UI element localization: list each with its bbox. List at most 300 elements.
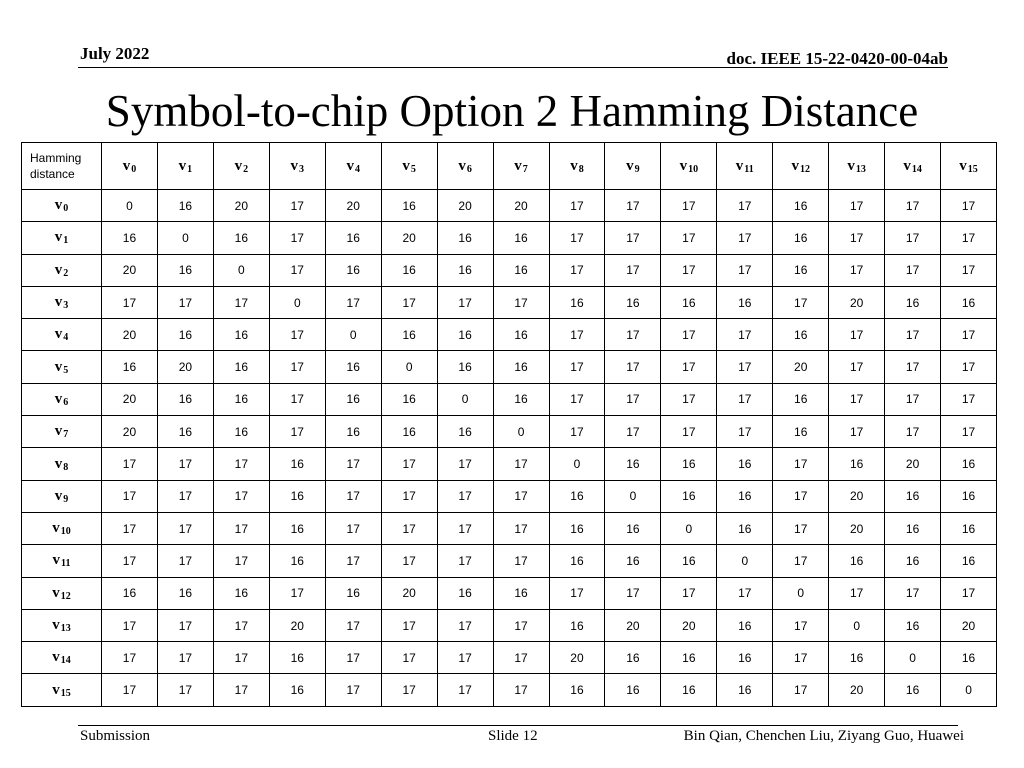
distance-cell: 17 bbox=[661, 254, 717, 286]
distance-cell: 17 bbox=[437, 286, 493, 318]
header-doc-id: doc. IEEE 15-22-0420-00-04ab bbox=[726, 49, 948, 68]
distance-cell: 17 bbox=[829, 351, 885, 383]
distance-cell: 17 bbox=[381, 448, 437, 480]
column-header-symbol: v bbox=[791, 157, 799, 174]
row-header-symbol: v bbox=[52, 584, 60, 601]
row-header-symbol: v bbox=[54, 487, 63, 504]
distance-cell: 16 bbox=[269, 512, 325, 544]
column-header-index: 9 bbox=[634, 163, 640, 175]
distance-cell: 16 bbox=[157, 319, 213, 351]
distance-cell: 17 bbox=[325, 480, 381, 512]
column-header-symbol: v bbox=[570, 157, 578, 174]
row-header-v4 bbox=[22, 319, 102, 351]
table-container bbox=[21, 142, 997, 707]
distance-cell: 17 bbox=[941, 577, 997, 609]
distance-cell: 17 bbox=[381, 480, 437, 512]
distance-cell: 17 bbox=[773, 674, 829, 706]
footer-submission: Submission bbox=[80, 728, 151, 744]
distance-cell: 16 bbox=[885, 674, 941, 706]
distance-cell: 0 bbox=[325, 319, 381, 351]
distance-cell: 17 bbox=[102, 480, 158, 512]
row-header-symbol: v bbox=[52, 552, 61, 569]
distance-cell: 17 bbox=[549, 222, 605, 254]
table-row bbox=[22, 254, 997, 286]
distance-cell: 17 bbox=[213, 286, 269, 318]
distance-cell: 17 bbox=[213, 674, 269, 706]
table-row bbox=[22, 674, 997, 706]
row-header-index: 3 bbox=[63, 300, 69, 312]
distance-cell: 17 bbox=[941, 190, 997, 222]
column-header-v3 bbox=[269, 143, 325, 190]
header-divider bbox=[78, 67, 948, 68]
column-header-v13 bbox=[829, 143, 885, 190]
distance-cell: 17 bbox=[157, 286, 213, 318]
column-header-symbol: v bbox=[234, 157, 243, 174]
column-header-index: 1 bbox=[187, 163, 193, 175]
distance-cell: 17 bbox=[102, 286, 158, 318]
distance-cell: 17 bbox=[269, 222, 325, 254]
distance-cell: 17 bbox=[605, 190, 661, 222]
row-header-v14 bbox=[22, 642, 102, 674]
distance-cell: 17 bbox=[269, 254, 325, 286]
table-row bbox=[22, 319, 997, 351]
distance-cell: 17 bbox=[381, 642, 437, 674]
distance-cell: 16 bbox=[717, 512, 773, 544]
column-header-v14 bbox=[885, 143, 941, 190]
table-row bbox=[22, 351, 997, 383]
distance-cell: 17 bbox=[717, 416, 773, 448]
table-row bbox=[22, 416, 997, 448]
distance-cell: 20 bbox=[102, 383, 158, 415]
distance-cell: 16 bbox=[437, 254, 493, 286]
column-header-index: 0 bbox=[131, 163, 137, 175]
distance-cell: 16 bbox=[493, 319, 549, 351]
table-row bbox=[22, 609, 997, 641]
row-header-symbol: v bbox=[52, 520, 60, 537]
distance-cell: 16 bbox=[885, 480, 941, 512]
distance-cell: 17 bbox=[213, 448, 269, 480]
row-header-v5 bbox=[22, 351, 102, 383]
column-header-v11 bbox=[717, 143, 773, 190]
distance-cell: 17 bbox=[717, 190, 773, 222]
distance-cell: 16 bbox=[102, 351, 158, 383]
distance-cell: 16 bbox=[381, 190, 437, 222]
distance-cell: 16 bbox=[102, 222, 158, 254]
distance-cell: 17 bbox=[661, 416, 717, 448]
distance-cell: 17 bbox=[493, 448, 549, 480]
distance-cell: 16 bbox=[941, 545, 997, 577]
column-header-symbol: v bbox=[959, 157, 967, 174]
distance-cell: 17 bbox=[213, 480, 269, 512]
distance-cell: 17 bbox=[102, 609, 158, 641]
column-header-symbol: v bbox=[122, 157, 131, 174]
distance-cell: 17 bbox=[717, 577, 773, 609]
column-header-v12 bbox=[773, 143, 829, 190]
row-header-index: 8 bbox=[63, 461, 69, 473]
row-header-symbol: v bbox=[54, 326, 63, 343]
distance-cell: 20 bbox=[829, 480, 885, 512]
distance-cell: 16 bbox=[605, 642, 661, 674]
distance-cell: 20 bbox=[941, 609, 997, 641]
distance-cell: 0 bbox=[885, 642, 941, 674]
distance-cell: 16 bbox=[717, 609, 773, 641]
distance-cell: 17 bbox=[493, 512, 549, 544]
distance-cell: 16 bbox=[325, 577, 381, 609]
distance-cell: 17 bbox=[773, 480, 829, 512]
distance-cell: 17 bbox=[269, 416, 325, 448]
distance-cell: 0 bbox=[941, 674, 997, 706]
distance-cell: 16 bbox=[773, 416, 829, 448]
distance-cell: 17 bbox=[325, 448, 381, 480]
distance-cell: 16 bbox=[773, 190, 829, 222]
distance-cell: 17 bbox=[885, 416, 941, 448]
distance-cell: 0 bbox=[829, 609, 885, 641]
column-header-v2 bbox=[213, 143, 269, 190]
distance-cell: 0 bbox=[437, 383, 493, 415]
row-header-symbol: v bbox=[54, 197, 63, 214]
row-header-index: 13 bbox=[60, 623, 71, 634]
column-header-symbol: v bbox=[626, 157, 634, 174]
distance-cell: 16 bbox=[605, 512, 661, 544]
corner-header-cell bbox=[22, 143, 102, 190]
distance-cell: 0 bbox=[605, 480, 661, 512]
row-header-symbol: v bbox=[54, 294, 63, 311]
column-header-index: 6 bbox=[466, 163, 472, 175]
table-header-row bbox=[22, 143, 997, 190]
distance-cell: 17 bbox=[941, 383, 997, 415]
distance-cell: 0 bbox=[381, 351, 437, 383]
row-header-index: 6 bbox=[63, 396, 69, 408]
distance-cell: 17 bbox=[717, 254, 773, 286]
distance-cell: 16 bbox=[773, 319, 829, 351]
distance-cell: 16 bbox=[661, 448, 717, 480]
distance-cell: 17 bbox=[773, 545, 829, 577]
row-header-v2 bbox=[22, 254, 102, 286]
distance-cell: 16 bbox=[661, 480, 717, 512]
column-header-symbol: v bbox=[290, 157, 299, 174]
distance-cell: 16 bbox=[269, 674, 325, 706]
distance-cell: 17 bbox=[773, 448, 829, 480]
distance-cell: 17 bbox=[102, 448, 158, 480]
distance-cell: 16 bbox=[213, 577, 269, 609]
distance-cell: 17 bbox=[213, 545, 269, 577]
row-header-symbol: v bbox=[54, 390, 63, 407]
row-header-index: 12 bbox=[60, 590, 71, 602]
table-row bbox=[22, 642, 997, 674]
distance-cell: 17 bbox=[717, 222, 773, 254]
distance-cell: 20 bbox=[773, 351, 829, 383]
distance-cell: 16 bbox=[605, 674, 661, 706]
distance-cell: 17 bbox=[549, 351, 605, 383]
distance-cell: 17 bbox=[885, 222, 941, 254]
row-header-v8 bbox=[22, 448, 102, 480]
column-header-index: 8 bbox=[578, 163, 584, 175]
distance-cell: 17 bbox=[437, 480, 493, 512]
distance-cell: 17 bbox=[829, 319, 885, 351]
distance-cell: 16 bbox=[717, 642, 773, 674]
distance-cell: 20 bbox=[102, 416, 158, 448]
column-header-symbol: v bbox=[458, 157, 466, 174]
distance-cell: 17 bbox=[549, 416, 605, 448]
distance-cell: 17 bbox=[157, 609, 213, 641]
distance-cell: 16 bbox=[437, 351, 493, 383]
distance-cell: 17 bbox=[102, 674, 158, 706]
distance-cell: 17 bbox=[493, 545, 549, 577]
row-header-v7 bbox=[22, 416, 102, 448]
distance-cell: 16 bbox=[549, 674, 605, 706]
column-header-symbol: v bbox=[735, 157, 744, 174]
distance-cell: 17 bbox=[941, 254, 997, 286]
row-header-symbol: v bbox=[54, 229, 63, 246]
column-header-symbol: v bbox=[679, 157, 688, 174]
distance-cell: 16 bbox=[941, 286, 997, 318]
distance-cell: 16 bbox=[941, 448, 997, 480]
footer-slide-number: Slide 12 bbox=[488, 728, 538, 744]
distance-cell: 0 bbox=[549, 448, 605, 480]
corner-label-line-2: distance bbox=[30, 167, 75, 181]
distance-cell: 20 bbox=[829, 286, 885, 318]
distance-cell: 17 bbox=[829, 577, 885, 609]
distance-cell: 16 bbox=[269, 480, 325, 512]
distance-cell: 17 bbox=[325, 609, 381, 641]
distance-cell: 17 bbox=[269, 383, 325, 415]
distance-cell: 17 bbox=[941, 319, 997, 351]
distance-cell: 17 bbox=[269, 190, 325, 222]
distance-cell: 16 bbox=[549, 512, 605, 544]
distance-cell: 17 bbox=[661, 351, 717, 383]
distance-cell: 16 bbox=[941, 512, 997, 544]
distance-cell: 16 bbox=[493, 383, 549, 415]
distance-cell: 16 bbox=[941, 642, 997, 674]
distance-cell: 0 bbox=[269, 286, 325, 318]
distance-cell: 20 bbox=[437, 190, 493, 222]
distance-cell: 17 bbox=[493, 609, 549, 641]
column-header-v15 bbox=[941, 143, 997, 190]
row-header-v13 bbox=[22, 609, 102, 641]
distance-cell: 17 bbox=[213, 512, 269, 544]
distance-cell: 16 bbox=[213, 351, 269, 383]
distance-cell: 17 bbox=[717, 351, 773, 383]
row-header-v15 bbox=[22, 674, 102, 706]
distance-cell: 20 bbox=[213, 190, 269, 222]
table-row bbox=[22, 545, 997, 577]
column-header-symbol: v bbox=[903, 157, 911, 174]
distance-cell: 17 bbox=[549, 319, 605, 351]
distance-cell: 17 bbox=[325, 545, 381, 577]
row-header-index: 9 bbox=[63, 493, 69, 505]
distance-cell: 17 bbox=[157, 674, 213, 706]
distance-cell: 16 bbox=[269, 642, 325, 674]
distance-cell: 17 bbox=[437, 642, 493, 674]
column-header-index: 4 bbox=[354, 163, 360, 175]
row-header-symbol: v bbox=[54, 455, 63, 472]
table-row bbox=[22, 448, 997, 480]
distance-cell: 20 bbox=[381, 222, 437, 254]
distance-cell: 17 bbox=[829, 222, 885, 254]
distance-cell: 17 bbox=[269, 351, 325, 383]
distance-cell: 16 bbox=[325, 222, 381, 254]
row-header-index: 11 bbox=[61, 558, 71, 570]
distance-cell: 17 bbox=[661, 190, 717, 222]
distance-cell: 16 bbox=[381, 383, 437, 415]
row-header-v12 bbox=[22, 577, 102, 609]
distance-cell: 20 bbox=[325, 190, 381, 222]
row-header-index: 2 bbox=[63, 267, 69, 279]
distance-cell: 17 bbox=[605, 577, 661, 609]
row-header-v11 bbox=[22, 545, 102, 577]
distance-cell: 16 bbox=[549, 545, 605, 577]
distance-cell: 16 bbox=[717, 448, 773, 480]
distance-cell: 17 bbox=[549, 577, 605, 609]
distance-cell: 20 bbox=[885, 448, 941, 480]
distance-cell: 16 bbox=[213, 416, 269, 448]
distance-cell: 0 bbox=[213, 254, 269, 286]
distance-cell: 17 bbox=[661, 577, 717, 609]
distance-cell: 20 bbox=[493, 190, 549, 222]
distance-cell: 20 bbox=[102, 254, 158, 286]
column-header-index: 3 bbox=[299, 163, 305, 175]
distance-cell: 17 bbox=[661, 383, 717, 415]
distance-cell: 16 bbox=[493, 351, 549, 383]
distance-cell: 16 bbox=[157, 577, 213, 609]
distance-cell: 17 bbox=[325, 512, 381, 544]
distance-cell: 17 bbox=[885, 190, 941, 222]
distance-cell: 17 bbox=[325, 674, 381, 706]
distance-cell: 16 bbox=[661, 286, 717, 318]
distance-cell: 17 bbox=[885, 577, 941, 609]
distance-cell: 16 bbox=[717, 674, 773, 706]
row-header-v1 bbox=[22, 222, 102, 254]
distance-cell: 17 bbox=[717, 319, 773, 351]
row-header-symbol: v bbox=[52, 649, 60, 666]
distance-cell: 17 bbox=[773, 642, 829, 674]
table-body bbox=[22, 190, 997, 707]
distance-cell: 17 bbox=[102, 545, 158, 577]
distance-cell: 0 bbox=[717, 545, 773, 577]
footer-authors: Bin Qian, Chenchen Liu, Ziyang Guo, Huawei bbox=[683, 728, 964, 744]
distance-cell: 16 bbox=[605, 286, 661, 318]
distance-cell: 0 bbox=[493, 416, 549, 448]
row-header-index: 15 bbox=[60, 687, 71, 699]
distance-cell: 17 bbox=[605, 351, 661, 383]
column-header-v4 bbox=[325, 143, 381, 190]
column-header-symbol: v bbox=[346, 157, 354, 174]
distance-cell: 17 bbox=[941, 222, 997, 254]
row-header-symbol: v bbox=[52, 681, 60, 698]
table-row bbox=[22, 577, 997, 609]
row-header-index: 0 bbox=[63, 203, 69, 215]
column-header-v1 bbox=[157, 143, 213, 190]
table-row bbox=[22, 383, 997, 415]
distance-cell: 17 bbox=[773, 286, 829, 318]
distance-cell: 20 bbox=[549, 642, 605, 674]
distance-cell: 16 bbox=[493, 222, 549, 254]
distance-cell: 16 bbox=[885, 286, 941, 318]
distance-cell: 16 bbox=[885, 512, 941, 544]
distance-cell: 20 bbox=[381, 577, 437, 609]
column-header-v7 bbox=[493, 143, 549, 190]
column-header-index: 11 bbox=[744, 163, 754, 175]
distance-cell: 17 bbox=[102, 512, 158, 544]
distance-cell: 17 bbox=[157, 545, 213, 577]
row-header-symbol: v bbox=[54, 261, 63, 278]
distance-cell: 17 bbox=[325, 642, 381, 674]
row-header-index: 14 bbox=[60, 655, 71, 667]
distance-cell: 16 bbox=[325, 416, 381, 448]
distance-cell: 17 bbox=[773, 609, 829, 641]
distance-cell: 16 bbox=[213, 319, 269, 351]
distance-cell: 17 bbox=[829, 254, 885, 286]
distance-cell: 17 bbox=[325, 286, 381, 318]
distance-cell: 16 bbox=[157, 254, 213, 286]
distance-cell: 16 bbox=[269, 448, 325, 480]
column-header-v0 bbox=[102, 143, 158, 190]
distance-cell: 17 bbox=[549, 254, 605, 286]
distance-cell: 20 bbox=[102, 319, 158, 351]
distance-cell: 17 bbox=[437, 609, 493, 641]
distance-cell: 17 bbox=[381, 674, 437, 706]
distance-cell: 0 bbox=[157, 222, 213, 254]
distance-cell: 17 bbox=[437, 448, 493, 480]
distance-cell: 16 bbox=[381, 254, 437, 286]
distance-cell: 17 bbox=[437, 674, 493, 706]
column-header-index: 14 bbox=[911, 163, 922, 175]
distance-cell: 16 bbox=[605, 448, 661, 480]
distance-cell: 17 bbox=[381, 609, 437, 641]
distance-cell: 16 bbox=[157, 416, 213, 448]
distance-cell: 17 bbox=[102, 642, 158, 674]
row-header-symbol: v bbox=[54, 358, 63, 375]
distance-cell: 16 bbox=[437, 416, 493, 448]
distance-cell: 16 bbox=[157, 383, 213, 415]
distance-cell: 16 bbox=[661, 674, 717, 706]
distance-cell: 17 bbox=[269, 577, 325, 609]
row-header-v9 bbox=[22, 480, 102, 512]
distance-cell: 17 bbox=[941, 416, 997, 448]
distance-cell: 0 bbox=[102, 190, 158, 222]
distance-cell: 16 bbox=[381, 319, 437, 351]
distance-cell: 17 bbox=[829, 190, 885, 222]
table-row bbox=[22, 222, 997, 254]
distance-cell: 16 bbox=[157, 190, 213, 222]
distance-cell: 20 bbox=[829, 512, 885, 544]
column-header-index: 15 bbox=[967, 163, 978, 175]
distance-cell: 17 bbox=[269, 319, 325, 351]
distance-cell: 20 bbox=[829, 674, 885, 706]
distance-cell: 17 bbox=[941, 351, 997, 383]
distance-cell: 16 bbox=[773, 254, 829, 286]
row-header-v10 bbox=[22, 512, 102, 544]
distance-cell: 17 bbox=[493, 674, 549, 706]
distance-cell: 17 bbox=[605, 383, 661, 415]
distance-cell: 17 bbox=[437, 545, 493, 577]
distance-cell: 20 bbox=[157, 351, 213, 383]
row-header-symbol: v bbox=[52, 617, 60, 633]
row-header-index: 1 bbox=[63, 235, 69, 247]
distance-cell: 16 bbox=[717, 480, 773, 512]
table-row bbox=[22, 512, 997, 544]
distance-cell: 17 bbox=[661, 222, 717, 254]
distance-cell: 17 bbox=[605, 319, 661, 351]
column-header-v6 bbox=[437, 143, 493, 190]
distance-cell: 16 bbox=[885, 545, 941, 577]
row-header-index: 4 bbox=[63, 332, 69, 344]
column-header-symbol: v bbox=[402, 157, 410, 174]
row-header-symbol: v bbox=[54, 423, 63, 440]
distance-cell: 17 bbox=[605, 254, 661, 286]
distance-cell: 17 bbox=[605, 222, 661, 254]
distance-cell: 16 bbox=[325, 383, 381, 415]
